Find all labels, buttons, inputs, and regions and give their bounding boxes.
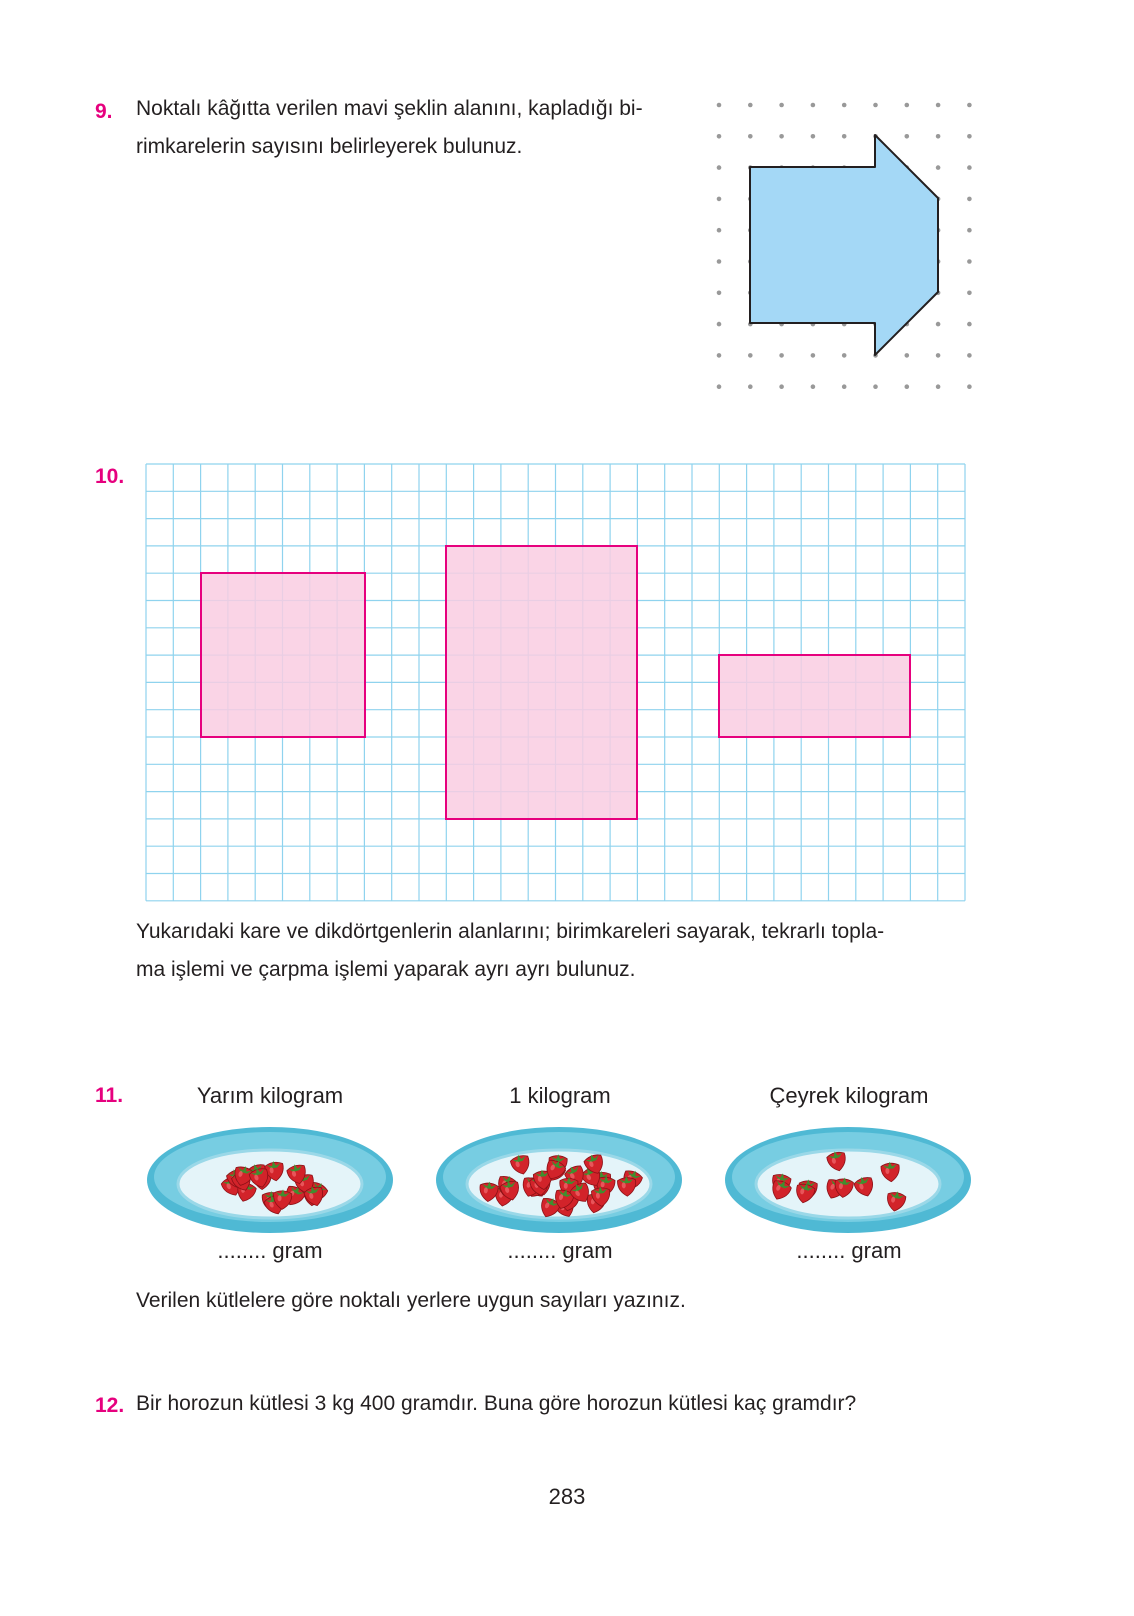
grid-dot	[748, 134, 753, 139]
grid-dot	[967, 228, 972, 233]
question-12-number: 12.	[95, 1394, 125, 1417]
plate-1-half-kilogram	[145, 1125, 395, 1235]
grid-dot	[905, 103, 910, 108]
grid-dot	[967, 134, 972, 139]
question-10-line-1: Yukarıdaki kare ve dikdörtgenlerin alanlarını; birimkareleri sayarak, tekrarlı topla-	[136, 920, 885, 943]
grid-dot	[967, 259, 972, 264]
grid-dot	[873, 384, 878, 389]
question-9-line-1: Noktalı kâğıtta verilen mavi şeklin alanını, kapladığı bi-	[136, 97, 643, 120]
blue-arrow-shape	[750, 135, 938, 355]
grid-dot	[936, 322, 941, 327]
grid-dot	[811, 103, 816, 108]
grid-dot	[967, 384, 972, 389]
question-9-text	[136, 90, 706, 166]
plate-1-answer-blank: ........ gram	[217, 1238, 323, 1263]
page-number: 283	[548, 1484, 586, 1509]
grid-dot	[967, 322, 972, 327]
grid-dot	[936, 103, 941, 108]
plate-3-label: Çeyrek kilogram	[769, 1083, 929, 1108]
plate-3-answer-blank: ........ gram	[796, 1238, 902, 1263]
question-12-text: Bir horozun kütlesi 3 kg 400 gramdır. Buna göre horozun kütlesi kaç gramdır?	[136, 1392, 857, 1415]
grid-dot	[811, 384, 816, 389]
grid-dot	[873, 103, 878, 108]
grid-dot	[905, 353, 910, 358]
grid-dot	[936, 384, 941, 389]
grid-dot	[967, 197, 972, 202]
grid-dot	[842, 134, 847, 139]
question-11-number: 11.	[95, 1084, 124, 1107]
pink-wide-rectangle	[719, 655, 910, 737]
grid-dot	[717, 134, 722, 139]
grid-dot	[936, 134, 941, 139]
grid-dot	[905, 134, 910, 139]
grid-dot	[717, 291, 722, 296]
square-grid-figure	[146, 464, 966, 902]
plate-1-label: Yarım kilogram	[196, 1083, 344, 1108]
grid-dot	[811, 134, 816, 139]
grid-dot	[717, 259, 722, 264]
question-10-text	[136, 913, 996, 989]
pink-square	[201, 573, 365, 737]
grid-dot	[936, 165, 941, 170]
grid-dot	[717, 103, 722, 108]
grid-dot	[717, 353, 722, 358]
grid-dot	[905, 384, 910, 389]
question-9-line-2: rimkarelerin sayısını belirleyerek bulunuz.	[136, 135, 523, 158]
plate-2-label: 1 kilogram	[509, 1083, 611, 1108]
grid-dot	[779, 353, 784, 358]
grid-dot	[779, 134, 784, 139]
grid-dot	[779, 103, 784, 108]
grid-dot	[967, 291, 972, 296]
pink-tall-rectangle	[446, 546, 637, 819]
question-9-number: 9.	[95, 100, 113, 123]
grid-dot	[717, 322, 722, 327]
grid-dot	[967, 353, 972, 358]
grid-dot	[748, 384, 753, 389]
grid-dot	[717, 197, 722, 202]
plate-2-one-kilogram	[434, 1125, 684, 1235]
grid-dot	[842, 384, 847, 389]
grid-dot	[811, 353, 816, 358]
question-10-number: 10.	[95, 465, 125, 488]
grid-dot	[748, 353, 753, 358]
plate-3-quarter-kilogram	[723, 1125, 973, 1235]
grid-dot	[967, 103, 972, 108]
question-10-line-2: ma işlemi ve çarpma işlemi yaparak ayrı ayrı bulunuz.	[136, 958, 636, 981]
grid-dot	[936, 353, 941, 358]
grid-dot	[717, 228, 722, 233]
question-11-instruction: Verilen kütlelere göre noktalı yerlere uygun sayıları yazınız.	[136, 1289, 686, 1312]
grid-dot	[779, 384, 784, 389]
grid-dot	[967, 165, 972, 170]
grid-dot	[842, 103, 847, 108]
dot-paper-figure	[700, 90, 990, 400]
grid-dot	[842, 353, 847, 358]
grid-dot	[717, 384, 722, 389]
grid-dot	[717, 165, 722, 170]
plate-2-answer-blank: ........ gram	[507, 1238, 613, 1263]
grid-dot	[748, 103, 753, 108]
